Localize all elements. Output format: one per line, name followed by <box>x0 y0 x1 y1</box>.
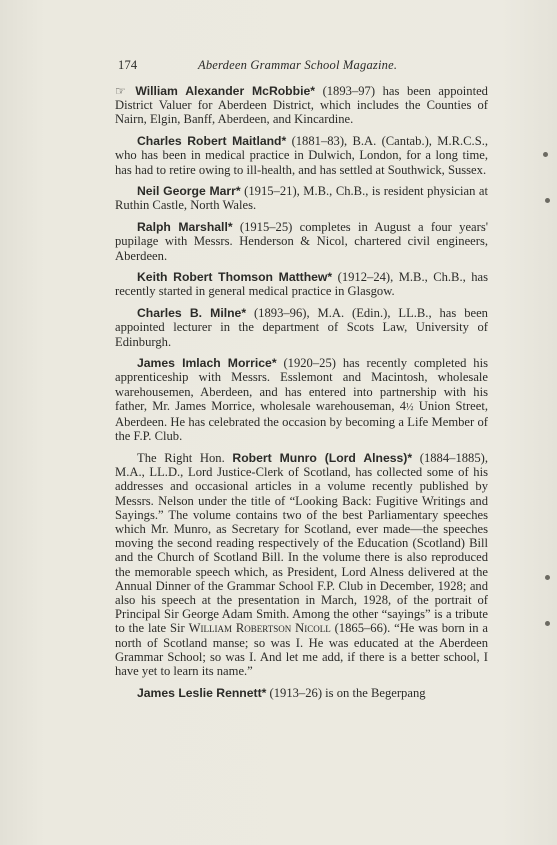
binding-hole-mark <box>543 152 548 157</box>
entry-marr <box>115 184 488 212</box>
entry-text: (1915–21), M.B., Ch.B., is resident physician at Ruthin Castle, North Wales. <box>115 184 488 213</box>
page-number: 174 <box>118 58 138 72</box>
entry-name: James Imlach Morrice* <box>137 356 277 371</box>
entry-name: William Alexander McRobbie* <box>135 84 315 98</box>
entry-text: (1884–1885), M.A., LL.D., Lord Justice-Clerk of Scotland, has collected some of his addresses and occasional articles in a volume recently published by Messrs. Nelson under the title of “Looking Back: Fugitive Writings and Sayings.” The volume contains two of the best Parliamentary speeches which Mr. Munro, as Secretary for Scotland, ever made—the speeches moving the second reading respectively of the Education (Scotland) Bill and the Church of Scotland Bill. In the volume there is also reproduced the memorable speech which, as President, Lord Alness delivered at the Annual Dinner of the Grammar School F.P. Club in December, 1928; and also his speech at the presentation in March, 1928, of the portrait of Principal Sir George Adam Smith. Among the other “sayings” is a tribute to the late Sir <box>115 450 488 636</box>
entry-name: James Leslie Rennett* <box>137 685 267 700</box>
entry-prefix: The Right Hon. <box>137 450 225 465</box>
entry-munro <box>115 451 488 678</box>
entry-maitland <box>115 134 488 177</box>
pointing-hand-icon: ☞ <box>115 84 126 98</box>
entry-marshall <box>115 220 488 263</box>
entry-text-continued: (1865–66). “He was born in a north of Scotland manse; so was I. He was educated at the Aberdeen Grammar School; so was I. And let me add, if there is a better school, I have yet to learn its name.” <box>115 621 488 679</box>
entry-text: (1881–83), B.A. (Cantab.), M.R.C.S., who has been in medical practice in Dulwich, London, for a long time, has had to retire owing to ill-health, and has settled at Southwick, Sussex. <box>115 134 488 177</box>
entry-name: Keith Robert Thomson Matthew* <box>137 270 333 285</box>
entry-fraction: ½ <box>406 401 414 413</box>
page-body <box>115 84 488 707</box>
binding-hole-mark <box>545 198 550 203</box>
entry-rennett <box>115 686 488 700</box>
entry-name: Ralph Marshall* <box>137 220 233 235</box>
entry-text: (1920–25) has recently completed his apprenticeship with Messrs. Esslemont and Macintosh, wholesale warehousemen, Aberdeen, and has entered into partnership with his father, Mr. James Morrice, wholesale warehouseman, 4 <box>115 356 488 413</box>
entry-name: Charles Robert Maitland* <box>137 134 287 149</box>
running-header <box>118 58 498 73</box>
entry-morrice <box>115 356 488 443</box>
entry-text: (1893–97) has been appointed District Valuer for Aberdeen District, which includes the Counties of Nairn, Elgin, Banff, Aberdeen, and Kincardine. <box>115 84 488 127</box>
entry-text: (1915–25) completes in August a four years' pupilage with Messrs. Henderson & Nicol, chartered civil engineers, Aberdeen. <box>115 220 489 263</box>
small-caps-name: William Robertson Nicoll <box>188 621 331 636</box>
entry-name: Charles B. Milne* <box>137 306 247 321</box>
entry-text: (1893–96), M.A. (Edin.), LL.B., has been appointed lecturer in the department of Scots Law, University of Edinburgh. <box>115 306 488 349</box>
entry-mcrobbie <box>115 84 488 127</box>
binding-hole-mark <box>545 575 550 580</box>
entry-text-continued: Union Street, Aberdeen. He has celebrated the occasion by becoming a Life Member of the F.P. Club. <box>115 398 488 444</box>
entry-name: Neil George Marr* <box>137 184 241 199</box>
magazine-title: Aberdeen Grammar School Magazine. <box>198 58 398 72</box>
entry-text: (1913–26) is on the Begerpang <box>269 685 426 700</box>
binding-hole-mark <box>545 621 550 626</box>
entry-text: (1912–24), M.B., Ch.B., has recently started in general medical practice in Glasgow. <box>115 270 489 299</box>
entry-name: Robert Munro (Lord Alness)* <box>232 450 413 465</box>
entry-matthew <box>115 270 488 298</box>
entry-milne <box>115 306 488 349</box>
